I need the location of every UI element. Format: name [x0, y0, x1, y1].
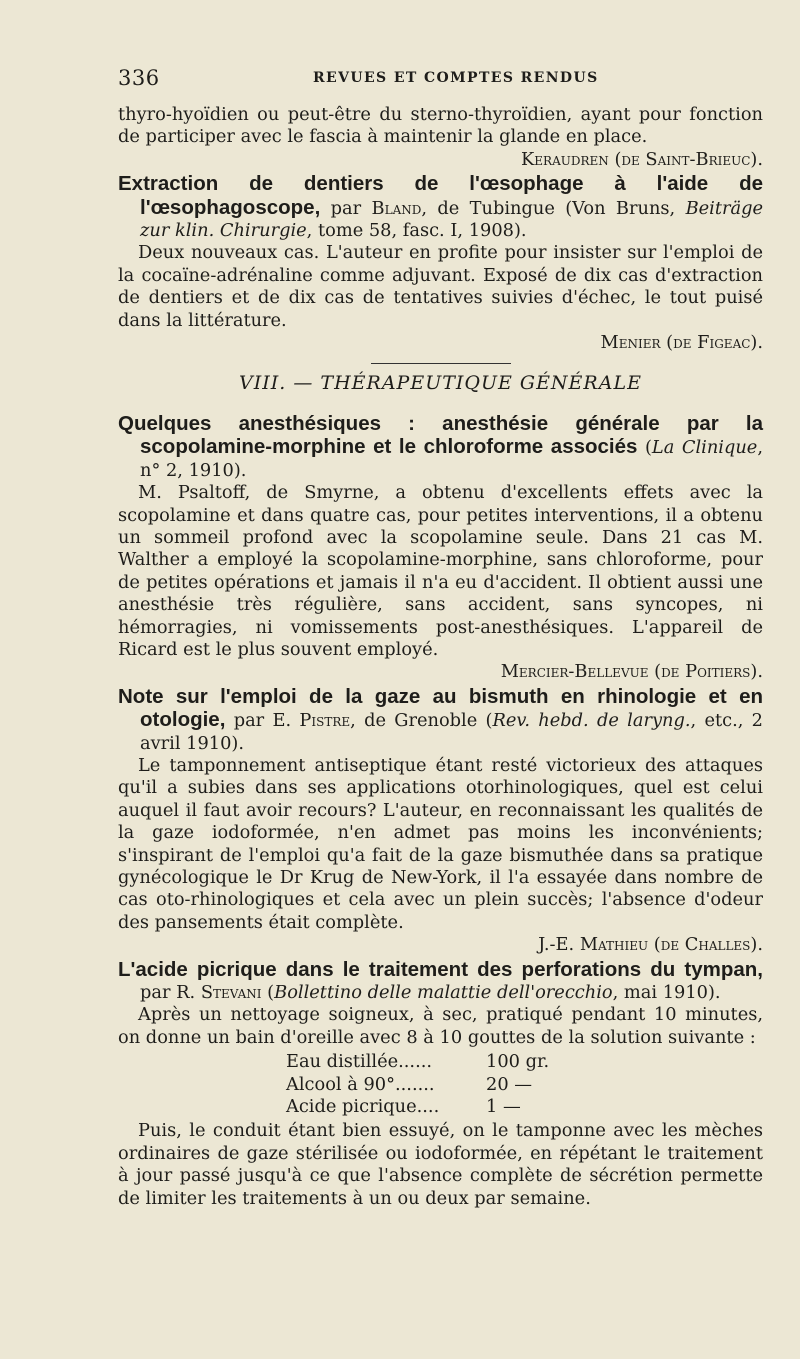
reference-text: , tome 58, fasc. I, 1908). [306, 220, 527, 242]
author-name: Pistre [299, 710, 351, 732]
reference-text: , de Grenoble ( [350, 710, 493, 732]
recipe-ingredient: Alcool à 90°....... [286, 1073, 435, 1095]
signature-text: Menier (de Figeac). [600, 332, 763, 354]
entry-body: Deux nouveaux cas. L'auteur en profite pour insister sur l'emploi de la cocaïne-adrénaline comme adjuvant. Exposé de dix cas d'extraction de dentiers et de dix cas de tentatives suivies d'échec, le tout puisé dans la littérature. [118, 242, 763, 331]
recipe-ingredient: Eau distillée...... [286, 1051, 433, 1073]
recipe-quantity: 100 gr. [486, 1051, 550, 1073]
reference-text: , mai 1910). [612, 982, 721, 1004]
entry-heading-anesthesiques [118, 413, 763, 482]
recipe-row [286, 1074, 586, 1096]
reference-text: ( [261, 982, 275, 1004]
entry-body: Puis, le conduit étant bien essuyé, on le tamponne avec les mèches ordinaires de gaze stérilisée ou iodoformée, en répétant le traitement à jour passé jusqu'à ce que l'absence complète de sécrétion permette de limiter les traitements à un ou deux par semaine. [118, 1120, 763, 1209]
journal-name: Beiträge zur klin. Chirurgie [140, 197, 763, 242]
author-name: Stevani [200, 982, 262, 1004]
recipe-row [286, 1051, 586, 1073]
entry-heading-acide-picrique [118, 959, 763, 1005]
reference-text: par R. [140, 982, 201, 1004]
signature-text: Keraudren (de Saint-Brieuc). [521, 148, 763, 170]
page-header [118, 66, 763, 92]
entry-title: Note sur l'emploi de la gaze au bismuth en rhinologie et en otologie, [118, 684, 763, 732]
signature-text: Mercier-Bellevue (de Poitiers). [500, 661, 763, 683]
journal-name: La Clinique [651, 437, 758, 459]
recipe-row [286, 1096, 586, 1118]
entry-body: M. Psaltoff, de Smyrne, a obtenu d'excellents effets avec la scopolamine et dans quatre cas, pour petites interventions, il a obtenu un sommeil profond avec la scopolamine seule. Dans 21 cas M. Walther a employé la scopolamine-morphine, sans chloroforme, pour de petites opérations et jamais il n'a eu d'accident. Il obtient aussi une anesthésie très régulière, sans accident, sans syncopes, ni hémorragies, ni vomissements post-anesthésiques. L'appareil de Ricard est le plus souvent employé. [118, 482, 763, 660]
entry-signature [118, 934, 763, 956]
entry-body: Après un nettoyage soigneux, à sec, pratiqué pendant 10 minutes, on donne un bain d'oreille avec 8 à 10 gouttes de la solution suivante : [118, 1004, 763, 1048]
reference-text: , de Tubingue (Von Bruns, [421, 197, 686, 219]
journal-name: Rev. hebd. de laryng. [492, 710, 691, 732]
recipe-quantity: 20 — [486, 1073, 533, 1095]
reference-text: par E. [225, 710, 300, 732]
recipe-quantity: 1 — [486, 1096, 521, 1118]
intro-paragraph: thyro-hyoïdien ou peut-être du sterno-thyroïdien, ayant pour fonction de participer avec le fascia à maintenir la glande en place. [118, 104, 763, 148]
reference-text: , etc., 2 avril 1910). [140, 710, 763, 754]
entry-title: L'acide picrique dans le traitement des perforations du tympan, [118, 957, 763, 981]
signature-text: J.-E. Mathieu (de Challes). [538, 934, 763, 956]
page-number: 336 [118, 66, 160, 90]
reference-text: par [320, 197, 372, 219]
entry-signature [118, 661, 763, 683]
author-name: Bland [371, 197, 422, 219]
section-title: VIII. — THÉRAPEUTIQUE GÉNÉRALE [239, 372, 642, 395]
entry-title: Quelques anesthésiques : anesthésie générale par la scopolamine-morphine et le chloroforme associés [118, 411, 763, 459]
intro-signature [118, 149, 763, 171]
entry-body: Le tamponnement antiseptique étant resté victorieux des attaques qu'il a subies dans ses applications otorhinologiques, quel est celui auquel il faut avoir recours? L'auteur, en reconnaissant les qualités de la gaze iodoformée, n'en admet pas moins les inconvénients; s'inspirant de l'emploi qu'a fait de la gaze bismuthée dans sa pratique gynécologique le Dr Krug de New-York, il l'a essayée dans nombre de cas oto-rhinologiques et cela avec un plein succès; l'absence d'odeur des pansements était complète. [118, 754, 763, 933]
journal-name: Bollettino delle malattie dell'orecchio [274, 982, 613, 1004]
entry-signature [118, 332, 763, 354]
entry-heading-gaze-bismuth [118, 686, 763, 755]
page-body [118, 104, 763, 1210]
recipe-table [286, 1051, 586, 1118]
entry-heading-dentiers [118, 173, 763, 242]
reference-text: , n° 2, 1910). [140, 437, 763, 481]
entry-title: Extraction de dentiers de l'œsophage à l'aide de l'œsophagoscope, [118, 172, 763, 219]
running-head: REVUES ET COMPTES RENDUS [313, 70, 599, 86]
reference-text: ( [637, 437, 652, 459]
recipe-ingredient: Acide picrique.... [286, 1096, 440, 1118]
section-divider [371, 363, 511, 364]
